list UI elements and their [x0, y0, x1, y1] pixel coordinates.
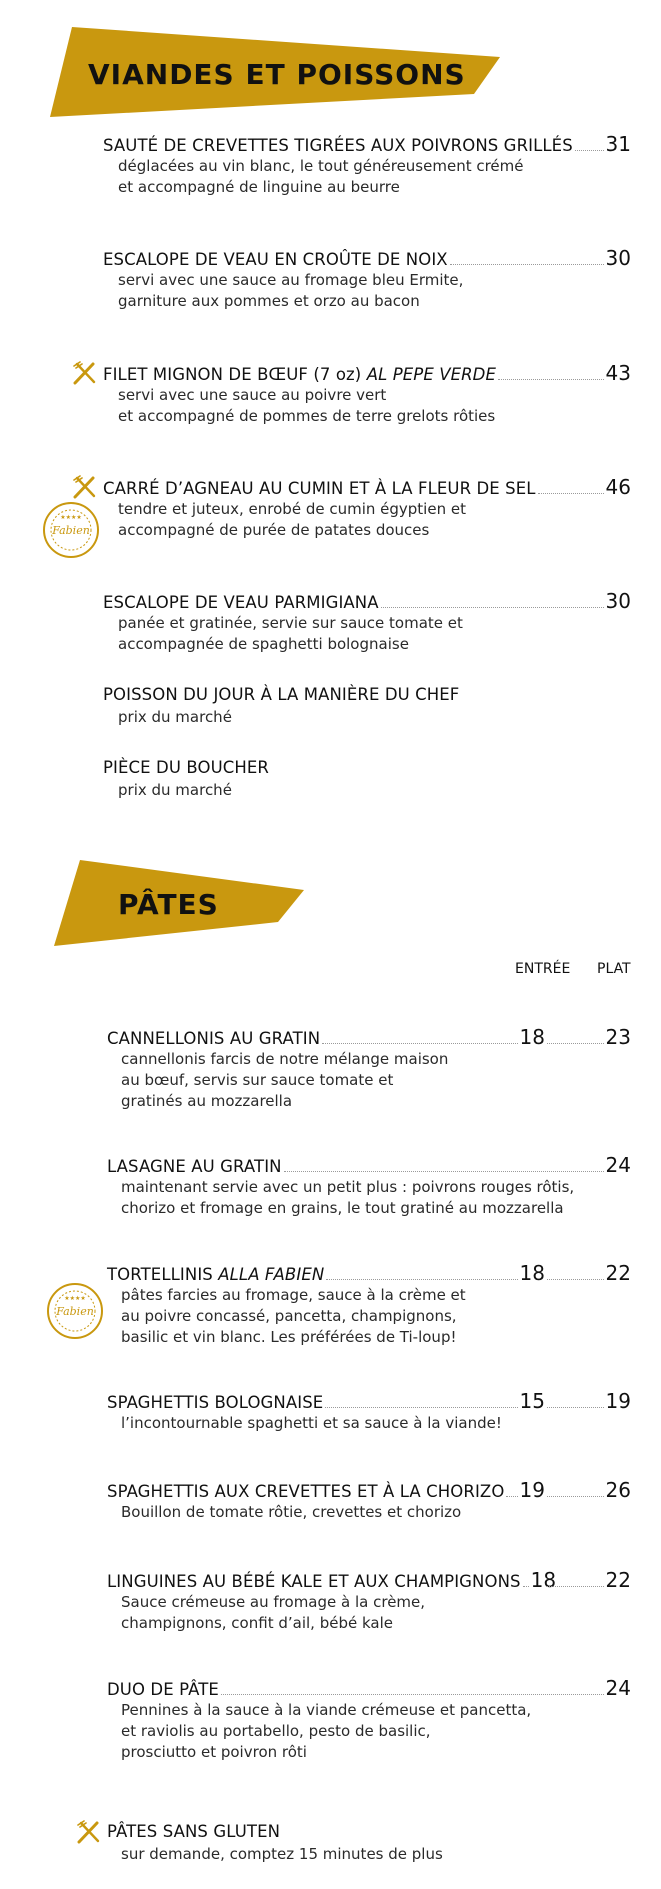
menu-item-name: CARRÉ D’AGNEAU AU CUMIN ET À LA FLEUR DE SEL — [103, 479, 536, 498]
menu-item-name-row — [103, 361, 631, 385]
menu-item-name: LINGUINES AU BÉBÉ KALE ET AUX CHAMPIGNONS — [107, 1572, 521, 1591]
menu-item-name-row — [107, 1820, 280, 1844]
menu-item-name-row — [107, 1153, 631, 1177]
menu-item-name-row — [107, 1478, 545, 1502]
menu-item-plat-row — [545, 1025, 631, 1049]
menu-item-description: prix du marché — [118, 781, 232, 799]
menu-item-plat-row — [545, 1389, 631, 1413]
menu-item-name: PÂTES SANS GLUTEN — [107, 1822, 281, 1841]
dot-leader — [547, 1043, 604, 1044]
dot-leader — [381, 607, 604, 608]
menu-item-price-entree: 15 — [519, 1389, 545, 1413]
menu-item-name: SPAGHETTIS BOLOGNAISE — [107, 1393, 324, 1412]
menu-item-plat-row — [545, 1568, 631, 1592]
menu-item-description: prix du marché — [118, 708, 232, 726]
menu-item-plat-row — [545, 1478, 631, 1502]
menu-item-name-row — [103, 132, 631, 156]
fabien-seal-icon — [42, 501, 100, 559]
dot-leader — [284, 1171, 604, 1172]
dot-leader — [450, 264, 604, 265]
menu-item-price-plat: 26 — [605, 1478, 631, 1502]
menu-item-price-entree: 18 — [519, 1261, 545, 1285]
menu-item-price-plat: 22 — [605, 1568, 631, 1592]
menu-item-name-row — [107, 1025, 545, 1049]
menu-item-name: POISSON DU JOUR À LA MANIÈRE DU CHEF — [103, 685, 460, 704]
menu-item-name-row — [103, 475, 631, 499]
menu-item-name: CANNELLONIS AU GRATIN — [107, 1029, 321, 1048]
menu-item-description: Pennines à la sauce à la viande crémeuse et pancetta, et raviolis au portabello, pesto de basilic, prosciutto et poivron rôti — [121, 1701, 532, 1761]
menu-item-name: TORTELLINIS ALLA FABIEN — [107, 1265, 325, 1284]
menu-item-description: cannellonis farcis de notre mélange maison au bœuf, servis sur sauce tomate et gratinés au mozzarella — [121, 1050, 449, 1110]
menu-item-description: l’incontournable spaghetti et sa sauce à la viande! — [121, 1414, 502, 1432]
menu-item-name-row — [107, 1261, 545, 1285]
menu-item-price-plat: 24 — [605, 1676, 631, 1700]
menu-item-name: LASAGNE AU GRATIN — [107, 1157, 282, 1176]
dot-leader — [575, 150, 604, 151]
dot-leader — [547, 1407, 604, 1408]
menu-item-name-row — [103, 683, 459, 707]
menu-item-description: Bouillon de tomate rôtie, crevettes et chorizo — [121, 1503, 462, 1521]
section-title-pates: PÂTES — [118, 888, 219, 921]
dot-leader — [547, 1586, 604, 1587]
menu-item-description: servi avec une sauce au fromage bleu Ermite, garniture aux pommes et orzo au bacon — [118, 271, 464, 310]
knife-fork-icon — [72, 361, 98, 385]
fabien-seal-icon — [46, 1282, 104, 1340]
menu-item-price: 30 — [605, 589, 631, 613]
menu-item-price: 43 — [605, 361, 631, 385]
menu-item-price: 46 — [605, 475, 631, 499]
menu-item-price: 30 — [605, 246, 631, 270]
menu-item-name: FILET MIGNON DE BŒUF (7 oz) AL PEPE VERDE — [103, 365, 497, 384]
menu-item-name: ESCALOPE DE VEAU EN CROÛTE DE NOIX — [103, 250, 448, 269]
menu-item-name: DUO DE PÂTE — [107, 1680, 219, 1699]
dot-leader — [547, 1496, 604, 1497]
menu-item-name-row — [103, 756, 269, 780]
svg-text:★★★★: ★★★★ — [60, 514, 82, 521]
dot-leader — [221, 1694, 604, 1695]
menu-item-description: maintenant servie avec un petit plus : poivrons rouges rôtis, chorizo et fromage en grains, le tout gratiné au mozzarella — [121, 1178, 575, 1217]
svg-text:★★★★: ★★★★ — [64, 1295, 86, 1302]
knife-fork-icon — [72, 475, 98, 499]
menu-item-description: déglacées au vin blanc, le tout généreusement crémé et accompagné de linguine au beurre — [118, 157, 524, 196]
menu-item-name: SAUTÉ DE CREVETTES TIGRÉES AUX POIVRONS GRILLÉS — [103, 136, 573, 155]
svg-text:Fabien: Fabien — [56, 1305, 94, 1318]
svg-text:Fabien: Fabien — [52, 524, 90, 537]
menu-item-name-row — [107, 1389, 545, 1413]
menu-item-description: pâtes farcies au fromage, sauce à la crème et au poivre concassé, pancetta, champignons, basilic et vin blanc. Les préférées de Ti-loup! — [121, 1286, 466, 1346]
menu-item-price-entree: 19 — [519, 1478, 545, 1502]
menu-item-name: PIÈCE DU BOUCHER — [103, 758, 269, 777]
dot-leader — [506, 1496, 517, 1497]
menu-item-description: sur demande, comptez 15 minutes de plus — [121, 1845, 443, 1863]
menu-item-price-plat: 19 — [605, 1389, 631, 1413]
dot-leader — [547, 1279, 604, 1280]
menu-item-plat-row — [545, 1261, 631, 1285]
menu-item-description: tendre et juteux, enrobé de cumin égyptien et accompagné de purée de patates douces — [118, 500, 466, 539]
dot-leader — [322, 1043, 517, 1044]
menu-item-name-row — [107, 1676, 631, 1700]
menu-item-price-plat: 23 — [605, 1025, 631, 1049]
menu-item-name-row — [107, 1568, 557, 1592]
dot-leader — [326, 1279, 517, 1280]
column-header-plat: PLAT — [597, 961, 631, 977]
menu-item-name: SPAGHETTIS AUX CREVETTES ET À LA CHORIZO — [107, 1482, 505, 1501]
menu-item-description: Sauce crémeuse au fromage à la crème, champignons, confit d’ail, bébé kale — [121, 1593, 426, 1632]
menu-item-name-row — [103, 246, 631, 270]
menu-item-price-entree: 18 — [530, 1568, 557, 1592]
knife-fork-icon — [76, 1820, 102, 1844]
menu-item-price-plat: 24 — [605, 1153, 631, 1177]
menu-item-price-plat: 22 — [605, 1261, 631, 1285]
menu-item-price: 31 — [605, 132, 631, 156]
column-header-entree: ENTRÉE — [515, 961, 571, 977]
dot-leader — [523, 1586, 529, 1587]
dot-leader — [498, 379, 604, 380]
menu-item-price-entree: 18 — [519, 1025, 545, 1049]
menu-item-description: panée et gratinée, servie sur sauce tomate et accompagnée de spaghetti bolognaise — [118, 614, 463, 653]
menu-item-description: servi avec une sauce au poivre vert et accompagné de pommes de terre grelots rôties — [118, 386, 496, 425]
dot-leader — [538, 493, 604, 494]
section-title-viandes: VIANDES ET POISSONS — [88, 58, 466, 91]
dot-leader — [325, 1407, 517, 1408]
menu-item-name: ESCALOPE DE VEAU PARMIGIANA — [103, 593, 379, 612]
menu-item-name-row — [103, 589, 631, 613]
